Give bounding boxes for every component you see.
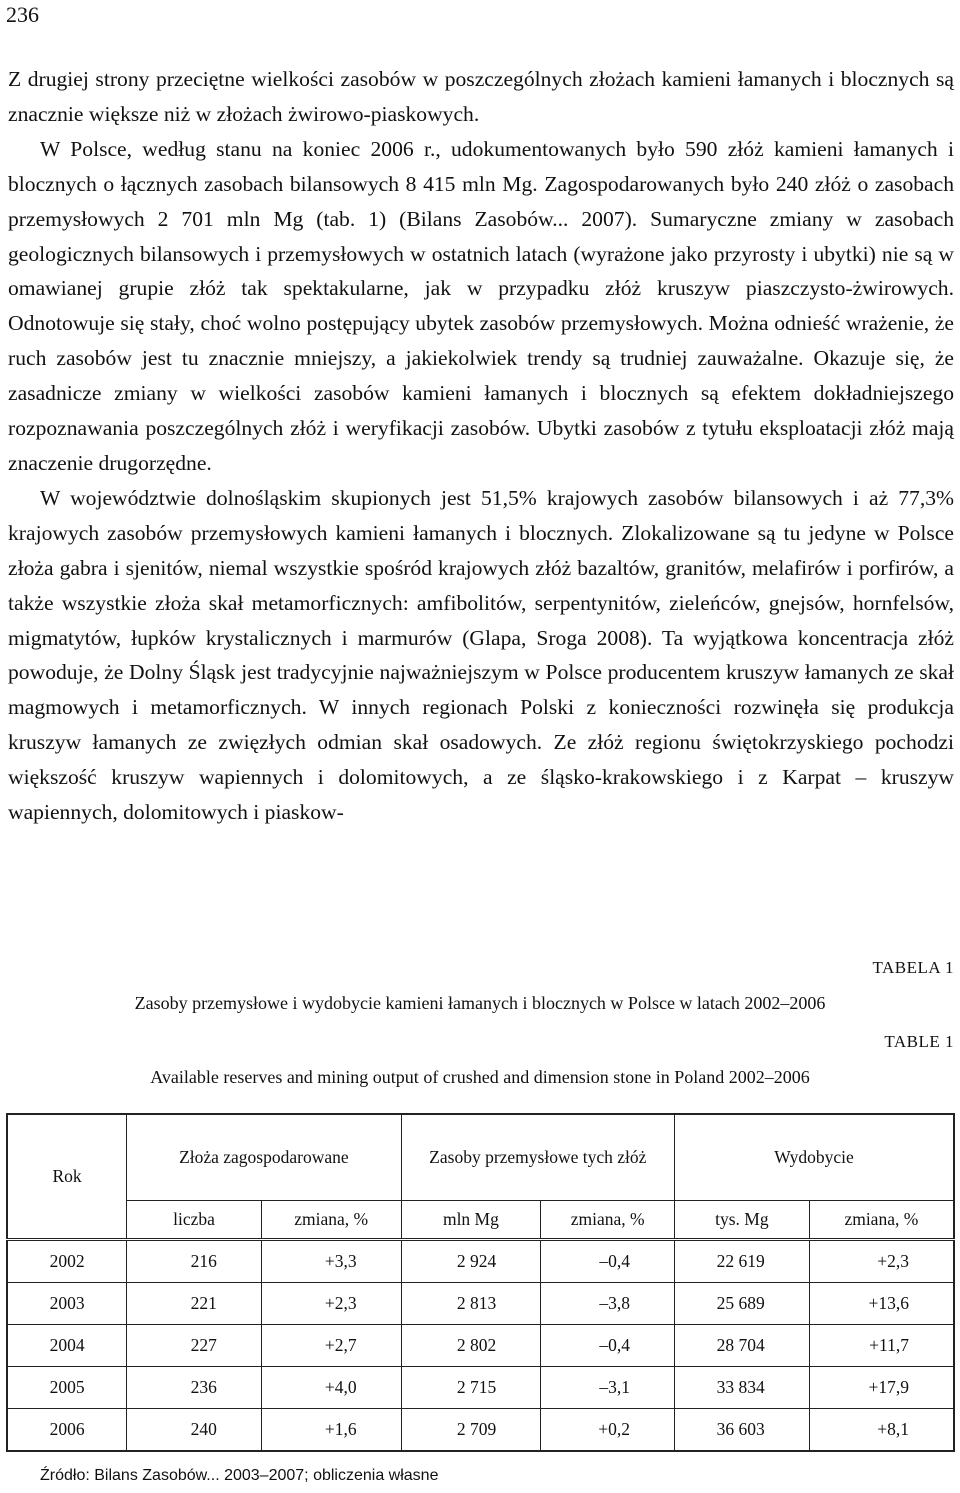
header-deposits: Złoża zagospodarowane (127, 1114, 401, 1201)
table-cell: –0,4 (541, 1240, 675, 1283)
header-output: Wydobycie (675, 1114, 954, 1201)
table-cell: 2 709 (401, 1409, 541, 1452)
table-cell: 221 (127, 1283, 262, 1325)
table-row (7, 1325, 954, 1367)
table-cell: +17,9 (809, 1367, 954, 1409)
table-row (7, 1367, 954, 1409)
table-cell-year: 2004 (7, 1325, 127, 1367)
table-row (7, 1240, 954, 1283)
table-subheader-row (7, 1201, 954, 1240)
table-cell-year: 2006 (7, 1409, 127, 1452)
table-cell-year: 2003 (7, 1283, 127, 1325)
table-title-pl: Zasoby przemysłowe i wydobycie kamieni łamanych i blocznych w Polsce w latach 2002–2006 (134, 993, 826, 1013)
table-cell: +2,3 (261, 1283, 401, 1325)
table-cell: 240 (127, 1409, 262, 1452)
paragraph-2: W Polsce, według stanu na koniec 2006 r., udokumentowanych było 590 złóż kamieni łamanych i blocznych o łącznych zasobach bilansowych 8 415 mln Mg. Zagospodarowanych było 240 złóż o zasobach przemysłowych 2 701 mln Mg (tab. 1) (Bilans Zasobów... 2007). Sumaryczne zmiany w zasobach geologicznych bilansowych i przemysłowych w ostatnich latach (wyrażone jako przyrosty i ubytki) nie są w omawianej grupie złóż tak spektakularne, jak w przypadku złóż kruszyw piaszczysto-żwirowych. Odnotowuje się stały, choć wolno postępujący ubytek zasobów przemysłowych. Można odnieść wrażenie, że ruch zasobów jest tu znacznie mniejszy, a jakiekolwiek trendy są trudniej zauważalne. Okazuje się, że zasadnicze zmiany w wielkości zasobów kamieni łamanych i blocznych są efektem dokładniejszego rozpoznawania poszczególnych złóż i weryfikacji zasobów. Ubytki zasobów z tytułu eksploatacji złóż mają znaczenie drugorzędne. (8, 136, 954, 475)
table-cell: +8,1 (809, 1409, 954, 1452)
table-cell: 236 (127, 1367, 262, 1409)
table-cell: –3,8 (541, 1283, 675, 1325)
paragraph-1: Z drugiej strony przeciętne wielkości zasobów w poszczególnych złożach kamieni łamanych i blocznych są znacznie większe niż w złożach żwirowo-piaskowych. (8, 67, 954, 126)
table-cell: –0,4 (541, 1325, 675, 1367)
data-table (6, 1113, 955, 1452)
table-cell: 25 689 (675, 1283, 810, 1325)
table-source: Źródło: Bilans Zasobów... 2003–2007; obliczenia własne (40, 1467, 439, 1484)
table-header-row (7, 1114, 954, 1201)
table-cell: +13,6 (809, 1283, 954, 1325)
table-label-pl: TABELA 1 (872, 958, 954, 977)
table-cell: –3,1 (541, 1367, 675, 1409)
page-number: 236 (6, 2, 39, 27)
table-cell: 28 704 (675, 1325, 810, 1367)
subheader-change: zmiana, % (541, 1201, 675, 1240)
table-cell: +3,3 (261, 1240, 401, 1283)
subheader-change: zmiana, % (261, 1201, 401, 1240)
table-cell: +0,2 (541, 1409, 675, 1452)
table-cell-year: 2002 (7, 1240, 127, 1283)
paragraph-3: W województwie dolnośląskim skupionych jest 51,5% krajowych zasobów bilansowych i aż 77,3% krajowych zasobów przemysłowych kamieni łamanych i blocznych. Zlokalizowane są tu jedyne w Polsce złoża gabra i sjenitów, niemal wszystkie spośród krajowych złóż bazaltów, granitów, melafirów i porfirów, a także wszystkie złoża skał metamorficznych: amfibolitów, serpentynitów, zieleńców, gnejsów, hornfelsów, migmatytów, łupków krystalicznych i marmurów (Glapa, Sroga 2008). Ta wyjątkowa koncentracja złóż powoduje, że Dolny Śląsk jest tradycyjnie najważniejszym w Polsce producentem kruszyw łamanych ze skał magmowych i metamorficznych. W innych regionach Polski z konieczności rozwinęła się produkcja kruszyw łamanych ze zwięzłych odmian skał osadowych. Ze złóż regionu świętokrzyskiego pochodzi większość kruszyw wapiennych i dolomitowych, a ze śląsko-krakowskiego i z Karpat – kruszyw wapiennych, dolomitowych i piaskow- (8, 485, 954, 825)
subheader-tys-mg: tys. Mg (675, 1201, 810, 1240)
table-row (7, 1283, 954, 1325)
table-cell: +2,7 (261, 1325, 401, 1367)
header-year: Rok (7, 1114, 127, 1240)
table-cell: +2,3 (809, 1240, 954, 1283)
subheader-mln-mg: mln Mg (401, 1201, 541, 1240)
table-title-en: Available reserves and mining output of crushed and dimension stone in Poland 2002–2006 (150, 1067, 810, 1087)
table-cell: 36 603 (675, 1409, 810, 1452)
subheader-count: liczba (127, 1201, 262, 1240)
table-cell: 2 924 (401, 1240, 541, 1283)
header-reserves: Zasoby przemysłowe tych złóż (401, 1114, 674, 1201)
table-cell: 2 813 (401, 1283, 541, 1325)
table-cell: 33 834 (675, 1367, 810, 1409)
table-cell: 216 (127, 1240, 262, 1283)
table-row (7, 1409, 954, 1452)
table-cell: 2 802 (401, 1325, 541, 1367)
table-cell-year: 2005 (7, 1367, 127, 1409)
table-label-en: TABLE 1 (884, 1032, 954, 1051)
body-text (8, 62, 954, 830)
table-cell: 2 715 (401, 1367, 541, 1409)
table-cell: +4,0 (261, 1367, 401, 1409)
table-cell: 227 (127, 1325, 262, 1367)
table-cell: +1,6 (261, 1409, 401, 1452)
table-cell: 22 619 (675, 1240, 810, 1283)
table-cell: +11,7 (809, 1325, 954, 1367)
subheader-change: zmiana, % (809, 1201, 954, 1240)
